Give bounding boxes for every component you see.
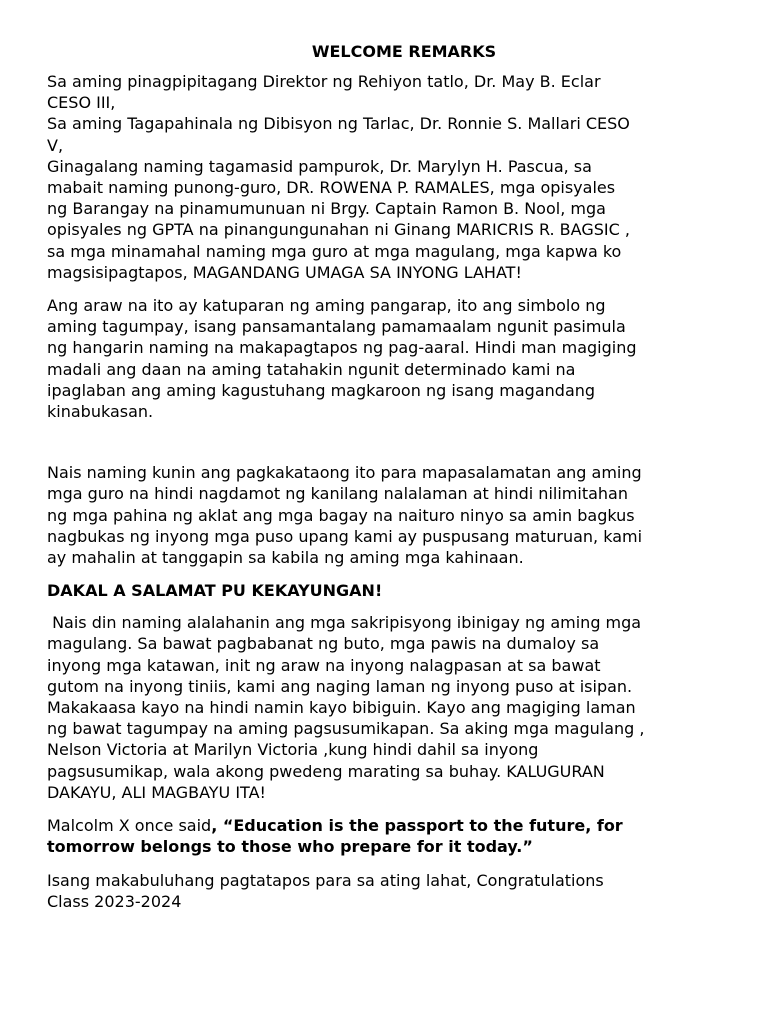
paragraph-line: Isang makabuluhang pagtatapos para sa ating lahat, Congratulations [47,870,604,890]
greeting-line: Sa aming pinagpipitagang Direktor ng Rehiyon tatlo, Dr. May B. Eclar [47,72,601,91]
paragraph-line: DAKAYU, ALI MAGBAYU ITA! [47,782,266,802]
greeting-line: magsisipagtapos, MAGANDANG UMAGA SA INYONG LAHAT! [47,262,522,282]
quote-intro: Malcolm X once said [47,816,212,836]
paragraph-line: gutom na inyong tiniis, kami ang naging laman ng inyong puso at isipan. [47,676,633,696]
paragraph-line: inyong mga katawan, init ng araw na inyong nalagpasan at sa bawat [47,655,601,675]
paragraph-line: Ang araw na ito ay katuparan ng aming pangarap, ito ang simbolo ng [47,296,606,316]
paragraph-line: Nelson Victoria at Marilyn Victoria ,kung hindi dahil sa inyong [47,740,539,760]
paragraph-line: Makakaasa kayo na hindi namin kayo bibiguin. Kayo ang magiging laman [47,698,636,718]
teachers-thanks-paragraph [47,462,737,568]
paragraph-line: ng hangarin naming na makapagtapos ng pag-aaral. Hindi man magiging [47,338,637,358]
greeting-line: mabait naming punong-guro, DR. ROWENA P. RAMALES, mga opisyales [47,178,616,198]
paragraph-line: nagbukas ng inyong mga puso upang kami ay puspusang maturuan, kami [47,526,643,546]
paragraph-line: ng bawat tagumpay na aming pagsusumikapan. Sa aking mga magulang , [47,719,645,739]
paragraph-line: aming tagumpay, isang pansamantalang pamamaalam ngunit pasimula [47,317,626,337]
greeting-line: opisyales ng GPTA na pinangungunahan ni Ginang MARICRIS R. BAGSIC , [47,220,630,240]
paragraph-line: mga guro na hindi nagdamot ng kanilang nalalaman at hindi nilimitahan [47,484,628,504]
greeting-line: sa mga minamahal naming mga guro at mga magulang, mga kapwa ko [47,241,622,261]
parents-paragraph [47,612,737,803]
quote-text: tomorrow belongs to those who prepare for it today.” [47,837,533,857]
aspiration-paragraph [47,295,737,422]
greeting-line: Ginagalang naming tagamasid pampurok, Dr. Marylyn H. Pascua, sa [47,156,592,176]
paragraph-line: Class 2023-2024 [47,891,182,911]
paragraph-line: Nais naming kunin ang pagkakataong ito para mapasalamatan ang aming [47,463,642,483]
thanks-heading: DAKAL A SALAMAT PU KEKAYUNGAN! [47,581,383,601]
greeting-line: Sa aming Tagapahinala ng Dibisyon ng Tarlac, Dr. Ronnie S. Mallari CESO [47,114,630,134]
document-title: WELCOME REMARKS [311,42,497,61]
paragraph-line: pagsusumikap, wala akong pwedeng marating sa buhay. KALUGURAN [47,761,605,781]
paragraph-line: madali ang daan na aming tatahakin ngunit determinado kami na [47,359,576,379]
greeting-paragraph [47,71,737,283]
paragraph-line: Nais din naming alalahanin ang mga sakripisyong ibinigay ng aming mga [47,613,642,633]
paragraph-line: ng mga pahina ng aklat ang mga bagay na naituro ninyo sa amin bagkus [47,505,635,525]
quote-text: , “Education is the passport to the future, for [211,816,623,836]
greeting-line: CESO III, [47,93,116,113]
paragraph-line: magulang. Sa bawat pagbabanat ng buto, mga pawis na dumaloy sa [47,634,600,654]
quote-line [47,815,737,836]
paragraph-line: kinabukasan. [47,402,154,422]
paragraph-line: ipaglaban ang aming kagustuhang magkaroon ng isang magandang [47,380,596,400]
quote-paragraph [47,815,737,857]
document-page [47,41,737,924]
greeting-line: ng Barangay na pinamumunuan ni Brgy. Captain Ramon B. Nool, mga [47,199,606,219]
greeting-line: V, [47,135,64,155]
paragraph-line: ay mahalin at tanggapin sa kabila ng aming mga kahinaan. [47,548,524,568]
closing-paragraph [47,870,737,912]
